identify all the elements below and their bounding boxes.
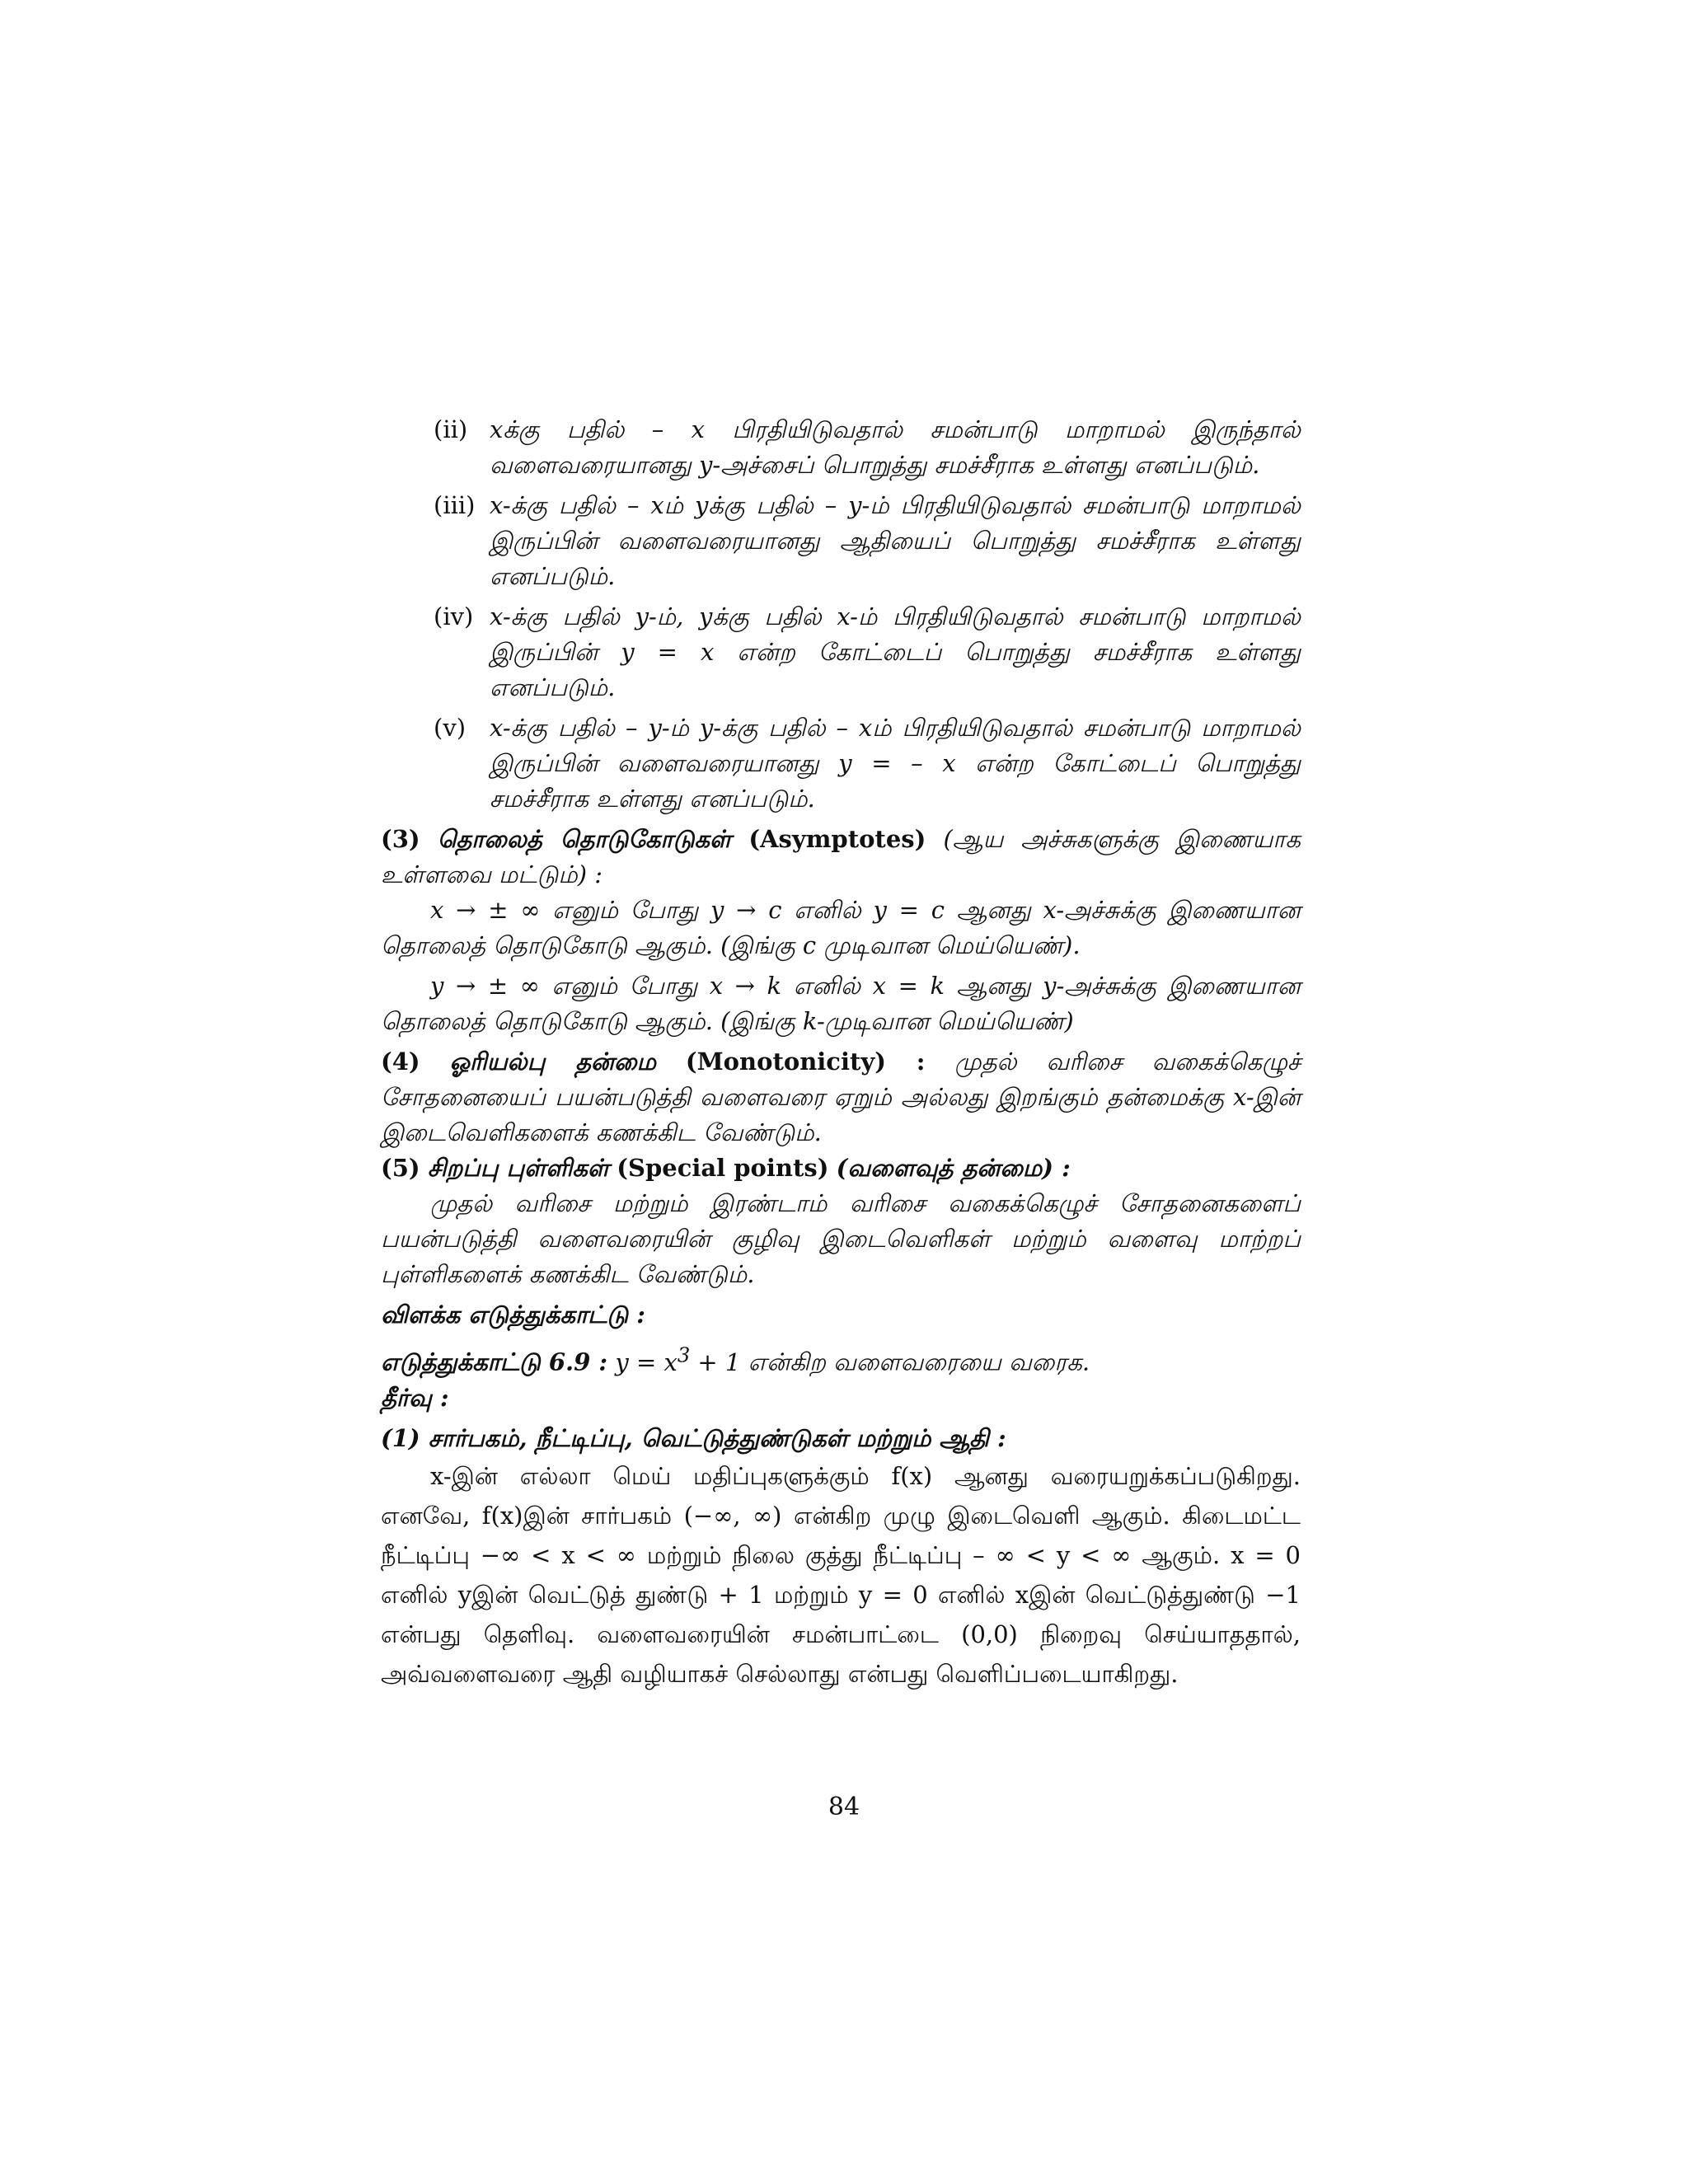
asymptotes-heading xyxy=(381,822,1301,893)
step1-text: x-இன் எல்லா மெய் மதிப்புகளுக்கும் f(x) ஆனது வரையறுக்கப்படுகிறது. எனவே, f(x)இன் சார்பகம் (−∞, ∞) என்கிற முழு இடைவெளி ஆகும். கிடைமட்ட நீட்டிப்பு −∞ < x < ∞ மற்றும் நிலை குத்து நீட்டிப்பு – ∞ < y < ∞ ஆகும். x = 0 எனில் yஇன் வெட்டுத் துண்டு + 1 மற்றும் y = 0 எனில் xஇன் வெட்டுத்துண்டு −1 என்பது தெளிவு. வளைவரையின் சமன்பாட்டை (0,0) நிறைவு செய்யாததால், அவ்வளைவரை ஆதி வழியாகச் செல்லாது என்பது வெளிப்படையாகிறது. xyxy=(381,1461,1301,1688)
section-title: ஓரியல்பு தன்மை xyxy=(449,1047,656,1076)
example-label: எடுத்துக்காட்டு 6.9 : xyxy=(381,1347,608,1376)
illustration-heading: விளக்க எடுத்துக்காட்டு : xyxy=(381,1301,645,1329)
section-title-en: (Asymptotes) xyxy=(748,825,926,853)
section-title: சிறப்பு புள்ளிகள் xyxy=(427,1154,610,1182)
item-text: x-க்கு பதில் y-ம், yக்கு பதில் x-ம் பிரதியிடுவதால் சமன்பாடு மாறாமல் இருப்பின் y = x என்ற கோட்டைப் பொறுத்து சமச்சீராக உள்ளது எனப்படும். xyxy=(490,602,1301,701)
special-points-text: முதல் வரிசை மற்றும் இரண்டாம் வரிசை வகைக்கெழுச் சோதனைகளைப் பயன்படுத்தி வளைவரையின் குழிவு இடைவெளிகள் மற்றும் வளைவு மாற்றப் புள்ளிகளைக் கணக்கிட வேண்டும். xyxy=(381,1189,1301,1288)
item-number: (iii) xyxy=(434,491,476,519)
page-content xyxy=(381,412,1301,1694)
list-item xyxy=(381,488,1301,594)
section-number: (5) xyxy=(381,1154,420,1182)
equation-base: y = x xyxy=(615,1347,678,1376)
section-title-en: (Monotonicity) : xyxy=(685,1047,926,1076)
section-title-en: (Special points) xyxy=(617,1154,829,1182)
item-text: x-க்கு பதில் – y-ம் y-க்கு பதில் – xம் பிரதியிடுவதால் சமன்பாடு மாறாமல் இருப்பின் வளைவரையானது y = – x என்ற கோட்டைப் பொறுத்து சமச்சீராக உள்ளது எனப்படும். xyxy=(490,714,1301,813)
section-number: (3) xyxy=(381,825,420,853)
list-item xyxy=(381,710,1301,817)
section-note: (ஆய அச்சுகளுக்கு இணையாக உள்ளவை மட்டும்) : xyxy=(381,825,1301,888)
special-points-heading xyxy=(381,1151,1301,1186)
example-text: என்கிற வளைவரையை வரைக. xyxy=(740,1347,1090,1376)
item-number: (ii) xyxy=(434,415,468,443)
section-text: முதல் வரிசை வகைக்கெழுச் சோதனையைப் பயன்படுத்தி வளைவரை ஏறும் அல்லது இறங்கும் தன்மைக்கு x-இன் இடைவெளிகளைக் கணக்கிட வேண்டும். xyxy=(381,1047,1301,1146)
item-number: (v) xyxy=(434,714,467,742)
list-item xyxy=(381,412,1301,483)
item-number: (iv) xyxy=(434,602,474,630)
equation xyxy=(615,1343,741,1376)
section-title: தொலைத் தொடுகோடுகள் xyxy=(437,825,732,853)
section-number: (4) xyxy=(381,1047,420,1076)
monotonicity-section xyxy=(381,1044,1301,1151)
asymptote-paragraph-2: y → ± ∞ எனும் போது x → k எனில் x = k ஆனது y-அச்சுக்கு இணையான தொலைத் தொடுகோடு ஆகும். (இங்கு k-முடிவான மெய்யெண்) xyxy=(381,972,1301,1035)
solution-heading: தீர்வு : xyxy=(381,1383,449,1412)
item-text: x-க்கு பதில் – xம் yக்கு பதில் – y-ம் பிரதியிடுவதால் சமன்பாடு மாறாமல் இருப்பின் வளைவரையானது ஆதியைப் பொறுத்து சமச்சீராக உள்ளது எனப்படும். xyxy=(490,491,1301,590)
section-title-suffix: (வளைவுத் தன்மை) : xyxy=(836,1154,1071,1182)
list-item xyxy=(381,599,1301,705)
asymptote-paragraph-1: x → ± ∞ எனும் போது y → c எனில் y = c ஆனது x-அச்சுக்கு இணையான தொலைத் தொடுகோடு ஆகும். (இங்கு c முடிவான மெய்யெண்). xyxy=(381,896,1301,959)
example-line xyxy=(381,1338,1301,1380)
equation-tail: + 1 xyxy=(690,1347,741,1376)
page-number: 84 xyxy=(828,1793,860,1821)
item-text: xக்கு பதில் – x பிரதியிடுவதால் சமன்பாடு மாறாமல் இருந்தால் வளைவரையானது y-அச்சைப் பொறுத்து சமச்சீராக உள்ளது எனப்படும். xyxy=(490,415,1301,479)
equation-exponent: 3 xyxy=(677,1343,691,1366)
step1-heading: (1) சார்பகம், நீட்டிப்பு, வெட்டுத்துண்டுகள் மற்றும் ஆதி : xyxy=(381,1423,1006,1452)
